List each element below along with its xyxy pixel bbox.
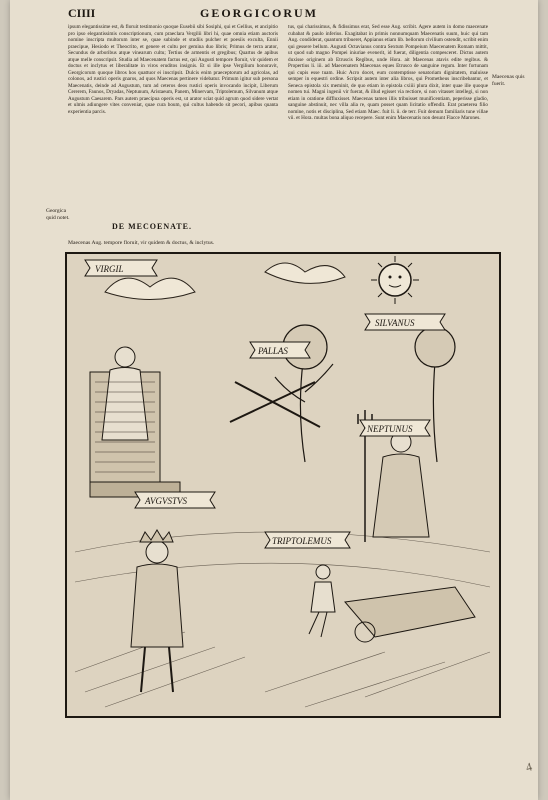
label-augustus: AVGVSTVS [145,496,188,506]
right-margin-note: Maecenas quis fuerit. [492,74,525,87]
label-virgil: VIRGIL [95,264,124,274]
folio-number: CIIII [68,6,96,20]
section-heading: DE MECOENATE. [112,222,192,231]
label-triptolemus: TRIPTOLEMUS [272,536,332,546]
running-title: GEORGICORUM [200,6,318,20]
pencil-annotation: 4 [524,759,534,775]
label-pallas: PALLAS [258,346,288,356]
label-silvanus: SILVANUS [375,318,415,328]
woodcut-caption: Maecenas Aug. tempore floruit, vir quidem & doctus, & inclytus. [68,240,215,246]
left-margin-note: Georgica quid notet. [46,208,70,221]
label-neptunus: NEPTUNUS [367,424,413,434]
left-text-column: ipsum elegantissime est, & floruit testimonio quoque Eusebii sibi Sosiphi, qui et Gellius, et ancipitio pro ipso elegantissimis conscriptionum, cum praeclara Vergilii libri hi, quae omnia etiam auctoris nomine inscripta multorum inter se, quae subinde et studiis pulcher et poesiis exculta, Ennii praecipue, Hesiodo et Theocrito, et genere et cultu per gemina duo libris; Primus de terra arator, Secundus de arboribus atque vinearum cultu; Tertius de armentis et gregibus; Quartus de apibus atque melle conscripsit. Studia ad Maecenatem factus est, qui Augusti tempore floruit, vir quidem et doctus et inclytus et liberalitate in viros eruditos insignis. Et si ille ipse Vergilium honoravit, Georgicorum quoque libros hos quattuor ei inscripsit. Dulcis enim praeceptorum ad agricolas, ad colonos, ad rustici operis gnaros, ad quos Maecenas pertinere videbatur. Primum igitur sub persona Maecenatis, deinde ad Augustum, tum ad ceteros deos rustici operis invocando incipit, Liberum Cererem, Faunos, Dryadas, Neptunum, Aristaeum, Panem, Minervam, Triptolemum, Silvanum atque Augustum Caesarem. Pars autem praecipua operis est, ut arator sciat quid agrum quod sidere vertat et ulmis adiungere vites conveniat, quae cura boum, qui cultus habendo sit pecori, apibus quanta experientia parcis. [68,24,278,115]
book-page [10,0,538,800]
woodcut-illustration [65,252,501,718]
right-text-column: tus, qui charissimus, & fidissimus erat, Sed esse Aug. scribit. Agere autem in domo maecenate cubabat & paulo inferius. Exagitabat in primis nonnumquam Maecenatis suum, huic qui tam Aug. condiderat, quantum tribueret, Appianus etiam lib. bellorum civilium ostendit, scribit enim qui gessere bellum. Augusti Octavianus contra Sextum Pompeium Maecenatem Romam mittit, ut quod sub magno Pompei iniuriae evenerit, id fuerat, diligentia compesceret. Dictus autem duxisse originem ab Etruscis Regibus, unde Hora. ait Maecenas atavis edite regibus. & Propertius li. iii. ad Maecenatem Maecenas eques Etrusco de sanguine regum. Inter fortunam qui cupis esse tuam. Huic Acro docet, eum contemptisse senatoriam dignitatem, maluisse semper in equestri ordine. Scripsit autem inter alia libros, qui Prometheus inscribebantur, et Seneca epistola xix meminit, de quo etiam in epistola cxiiii plura dixit, inter quae ille quoque nomen tui. Magni ingenii vir fuerat, & illud egisset via rectiore, si non vitasset intellegi, si non etiam in oratione diffluxisset. Maecenas tamen illis tribuisset munificentiam, peperisse gladio, sanguine abstinuit, nec villa alia re, quam posset quam licitatio offendit. Erat praeterea filio nomine, notis et disciplina, Sed etiam Maec. fuit li. ii. de terr. Fuit demum familiaris tune villae vii. et Hora. multas bona aliquo recepere. Sunt enim Maecenatis non desunt Flacce Marones. [288,24,488,121]
